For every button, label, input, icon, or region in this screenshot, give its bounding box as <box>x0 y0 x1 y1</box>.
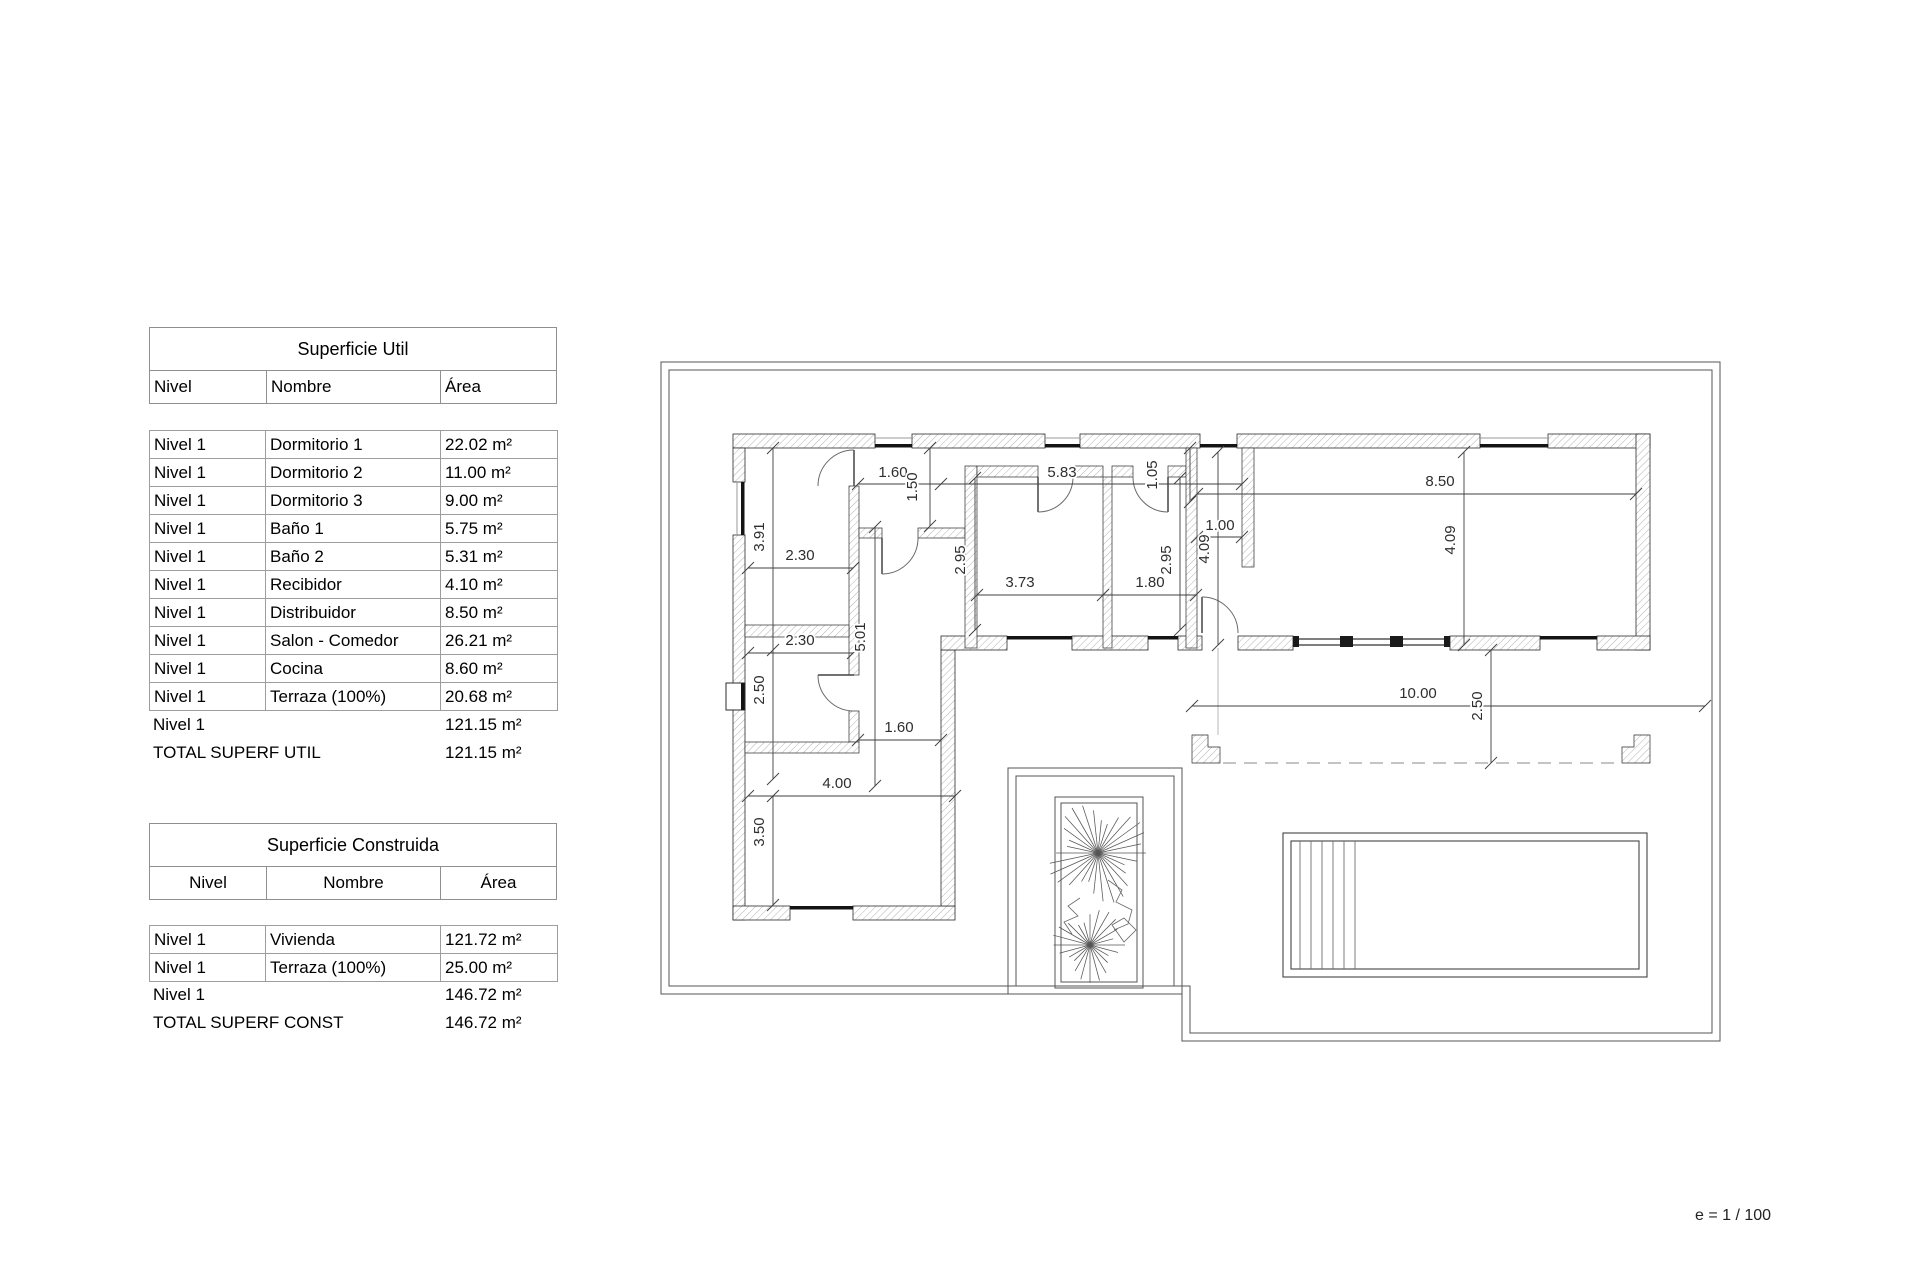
tree-icon <box>1050 806 1146 903</box>
table-cell: 8.50 m² <box>441 599 558 627</box>
table-cell: Nivel 1 <box>150 515 266 543</box>
total-label: TOTAL SUPERF CONST <box>153 1013 344 1032</box>
table-cell: Nivel 1 <box>150 599 266 627</box>
column-header-nombre: Nombre <box>266 867 440 899</box>
tree-branch-line <box>1098 853 1128 886</box>
dim-label: 5.01 <box>852 622 869 652</box>
tree-branch-line <box>1053 935 1090 945</box>
subtotal-value: 146.72 m² <box>445 985 522 1004</box>
tree-branch-line <box>1081 945 1090 979</box>
dim-label: 1.80 <box>1135 574 1165 591</box>
total-value: 121.15 m² <box>445 743 522 762</box>
table-cell: 9.00 m² <box>441 487 558 515</box>
dim-label: 10.00 <box>1399 685 1437 702</box>
tree-branch-line <box>1090 945 1100 981</box>
table-cell: Nivel 1 <box>150 926 266 954</box>
table-cell: Nivel 1 <box>150 627 266 655</box>
scale-label: e = 1 / 100 <box>1694 1207 1772 1224</box>
table-cell: Nivel 1 <box>150 683 266 711</box>
tree-icon <box>1053 910 1125 983</box>
column-header-nivel: Nivel <box>189 873 227 892</box>
table-title: Superficie Construida <box>266 835 440 855</box>
dim-label: 1.60 <box>878 464 908 481</box>
dim-label: 3.91 <box>751 522 768 552</box>
column-header-nombre: Nombre <box>266 371 440 403</box>
tree-branch-line <box>1069 853 1098 885</box>
terrace-pillars <box>1192 735 1650 763</box>
interior-walls <box>745 448 1254 753</box>
table-cell: Terraza (100%) <box>266 954 441 982</box>
table-cell: Dormitorio 3 <box>266 487 441 515</box>
table-cell: Dormitorio 2 <box>266 459 441 487</box>
dim-label: 2.95 <box>952 545 969 575</box>
subtotal-label: Nivel 1 <box>153 985 205 1004</box>
table-cell: Nivel 1 <box>150 543 266 571</box>
dim-label: 2.50 <box>751 675 768 705</box>
dim-label: 2.30 <box>785 632 815 649</box>
table-cell: Baño 1 <box>266 515 441 543</box>
dim-label: 3.50 <box>751 817 768 847</box>
table-cell: Vivienda <box>266 926 441 954</box>
tree-branch-line <box>1098 817 1131 853</box>
table-cell: 25.00 m² <box>441 954 558 982</box>
subtotal-label: Nivel 1 <box>153 715 205 734</box>
table-cell: Nivel 1 <box>150 655 266 683</box>
dim-label: 1.00 <box>1205 517 1235 534</box>
dim-label: 8.50 <box>1425 473 1455 490</box>
table-title: Superficie Util <box>297 339 409 359</box>
table-cell: 8.60 m² <box>441 655 558 683</box>
table-cell: Terraza (100%) <box>266 683 441 711</box>
table-cell: Nivel 1 <box>150 431 266 459</box>
dimension-labels <box>751 460 1486 846</box>
subtotal-value: 121.15 m² <box>445 715 522 734</box>
dim-label: 1.05 <box>1144 460 1161 490</box>
total-label: TOTAL SUPERF UTIL <box>153 743 321 762</box>
dim-label: 2.30 <box>785 547 815 564</box>
table-cell: 5.75 m² <box>441 515 558 543</box>
tree-branch-line <box>1090 910 1099 945</box>
table-cell: 11.00 m² <box>441 459 558 487</box>
total-value: 146.72 m² <box>445 1013 522 1032</box>
table-cell: 22.02 m² <box>441 431 558 459</box>
swimming-pool <box>1283 833 1647 977</box>
dim-label: 3.73 <box>1005 574 1035 591</box>
dim-label: 2.95 <box>1158 545 1175 575</box>
dim-label: 4.09 <box>1442 525 1459 555</box>
dim-label: 1.60 <box>884 719 914 736</box>
table-cell: Dormitorio 1 <box>266 431 441 459</box>
table-cell: Nivel 1 <box>150 487 266 515</box>
tree-branch-line <box>1065 816 1098 853</box>
table-cell: 5.31 m² <box>441 543 558 571</box>
tree-branch-line <box>1051 853 1099 874</box>
table-cell: Cocina <box>266 655 441 683</box>
table-cell: Nivel 1 <box>150 571 266 599</box>
column-header-area: Área <box>440 867 556 899</box>
table-cell: 4.10 m² <box>441 571 558 599</box>
table-cell: Nivel 1 <box>150 954 266 982</box>
glazed-wall <box>1293 636 1450 647</box>
table-cell: Baño 2 <box>266 543 441 571</box>
table-cell: 20.68 m² <box>441 683 558 711</box>
column-header-nivel: Nivel <box>154 377 192 396</box>
dim-label: 1.50 <box>904 472 921 502</box>
table-cell: Recibidor <box>266 571 441 599</box>
table-cell: 26.21 m² <box>441 627 558 655</box>
table-cell: Nivel 1 <box>150 459 266 487</box>
dim-label: 4.00 <box>822 775 852 792</box>
column-header-area: Área <box>440 371 556 403</box>
dim-label: 4.09 <box>1196 534 1213 564</box>
tree-fronds <box>1064 880 1136 942</box>
table-cell: 121.72 m² <box>441 926 558 954</box>
dim-label: 5.83 <box>1047 464 1077 481</box>
table-cell: Distribuidor <box>266 599 441 627</box>
table-cell: Salon - Comedor <box>266 627 441 655</box>
dim-label: 2.50 <box>1469 691 1486 721</box>
